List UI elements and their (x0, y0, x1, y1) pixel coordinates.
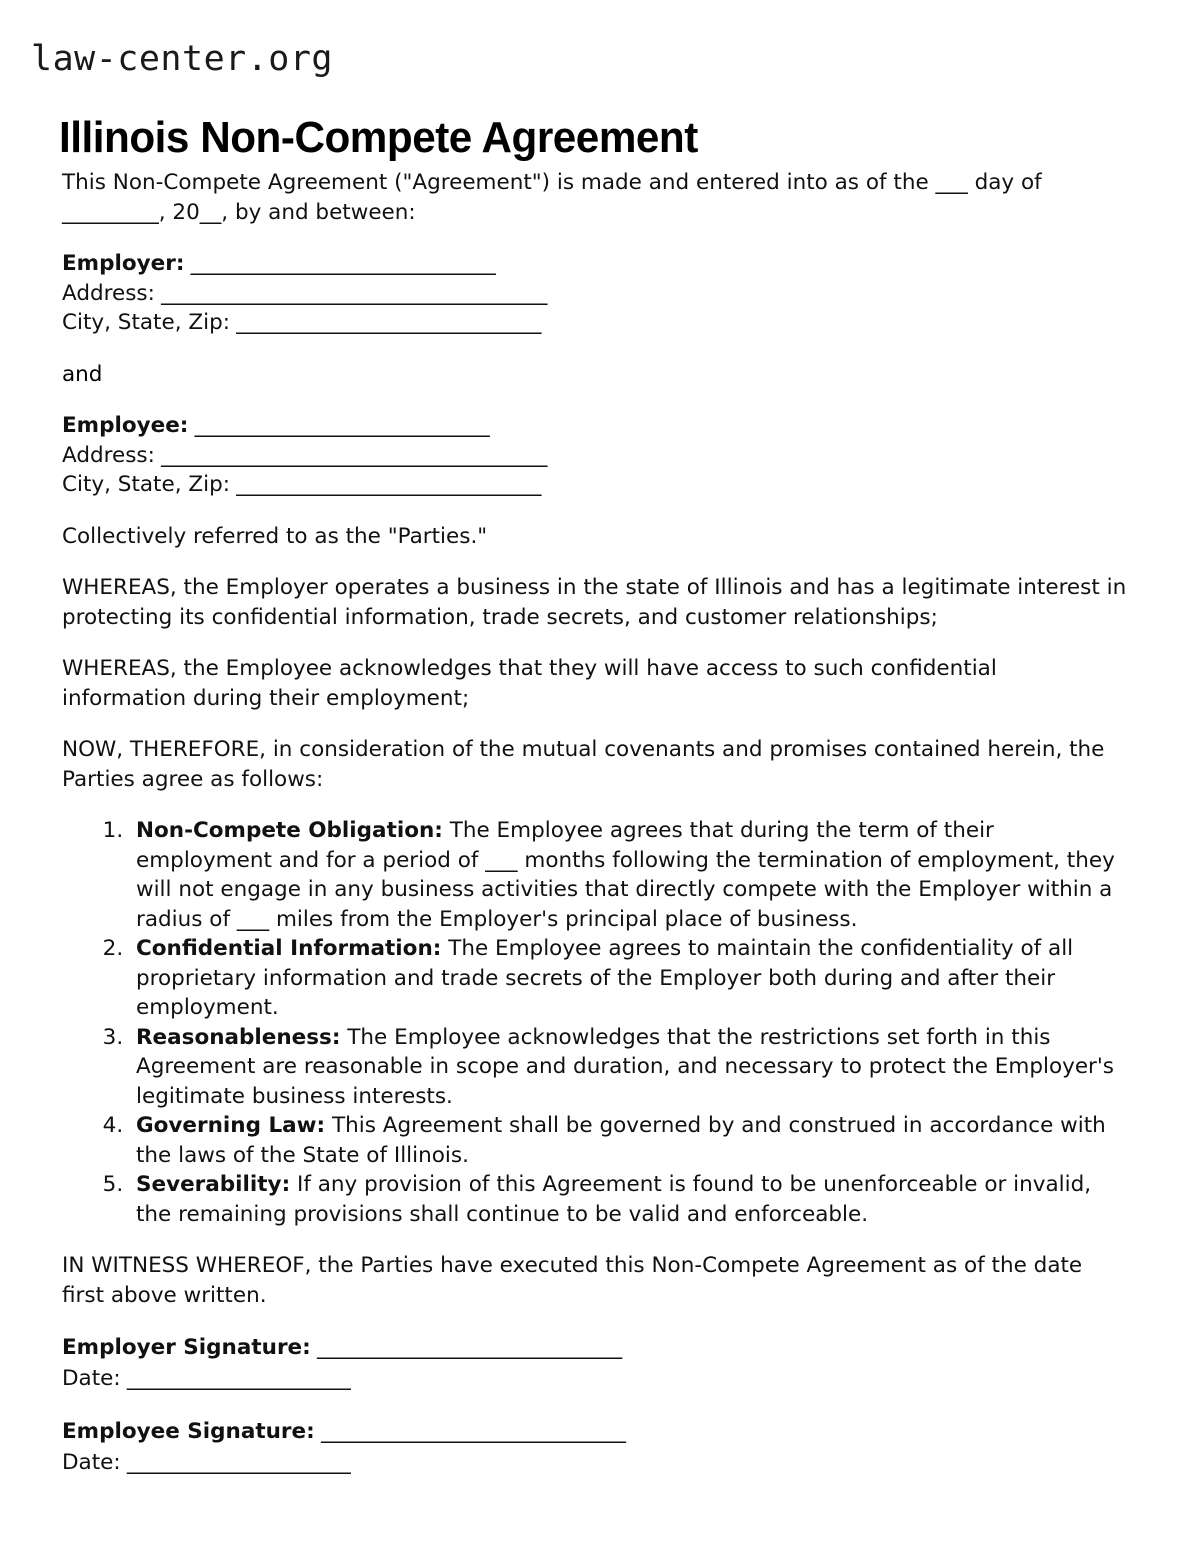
term-text: This Agreement shall be governed by and construed in accordance with the laws of the State of Illinois. (136, 1113, 1106, 1168)
term-heading: Governing Law: (136, 1113, 326, 1138)
employee-name-field[interactable]: _____________________________ (188, 413, 489, 438)
term-text: The Employee acknowledges that the restrictions set forth in this Agreement are reasonable in scope and duration, and necessary to protect the Employer's legitimate business interests. (136, 1024, 1115, 1109)
employer-date-line (62, 1363, 1127, 1394)
employer-party-block (62, 249, 1127, 338)
list-item (130, 1170, 1127, 1229)
term-heading: Confidential Information: (136, 936, 442, 961)
employer-name-label: Employer: (62, 251, 185, 276)
list-item (130, 1111, 1127, 1170)
employer-name-field[interactable]: ______________________________ (184, 251, 496, 276)
whereas-clause-1: WHEREAS, the Employer operates a business in the state of Illinois and has a legitimate interest in protecting its confidential information, trade secrets, and customer relationships; (62, 575, 1127, 630)
term-heading: Reasonableness: (136, 1024, 341, 1050)
employee-signature-block (62, 1416, 1127, 1478)
employee-name-line (62, 411, 1127, 441)
term-text: The Employee agrees to maintain the confidentiality of all proprietary information and trade secrets of the Employer both during and after their employment. (136, 936, 1074, 1020)
employee-date-line (62, 1447, 1127, 1478)
list-item (130, 1023, 1127, 1112)
employee-address-line (62, 441, 1127, 471)
employee-name-label: Employee: (62, 413, 189, 438)
term-heading: Severability: (136, 1172, 291, 1197)
whereas-clause-2: WHEREAS, the Employee acknowledges that they will have access to such confidential information during their employment; (62, 656, 997, 711)
employer-city-line (62, 308, 1127, 338)
term-text: If any provision of this Agreement is found to be unenforceable or invalid, the remaining provisions shall continue to be valid and enforceable. (136, 1172, 1092, 1227)
employer-city-label: City, State, Zip: (62, 310, 230, 335)
employee-date-field[interactable]: ______________________ (120, 1450, 351, 1475)
term-text: The Employee agrees that during the term of their employment and for a period of ___ months following the termination of employment, they will not engage in any business activities that directly compete with the Employer within a radius of ___ miles from the Employer's principal place of business. (136, 818, 1115, 932)
employer-signature-line (62, 1332, 1127, 1363)
terms-list (62, 816, 1127, 1229)
witness-paragraph: IN WITNESS WHEREOF, the Parties have executed this Non-Compete Agreement as of the date first above written. (62, 1253, 1083, 1308)
employer-address-line (62, 279, 1127, 309)
page-title: Illinois Non-Compete Agreement (59, 113, 698, 163)
employee-signature-field[interactable]: ______________________________ (314, 1419, 626, 1444)
employer-address-label: Address: (62, 280, 155, 306)
site-url: law-center.org (31, 39, 334, 79)
employer-address-field[interactable]: ______________________________________ (154, 280, 547, 306)
employer-signature-block (62, 1332, 1127, 1394)
employee-party-block (62, 411, 1127, 500)
employer-date-label: Date: (62, 1366, 121, 1391)
now-therefore-clause: NOW, THEREFORE, in consideration of the mutual covenants and promises contained herein, the Parties agree as follows: (62, 737, 1105, 792)
intro-paragraph: This Non-Compete Agreement ("Agreement") is made and entered into as of the ___ day of _________, 20__, by and between: (62, 170, 1042, 225)
employer-date-field[interactable]: ______________________ (120, 1366, 351, 1391)
employee-address-label: Address: (62, 442, 155, 468)
employer-name-line (62, 249, 1127, 279)
employee-date-label: Date: (62, 1450, 121, 1475)
list-item (130, 816, 1127, 934)
employer-signature-label: Employer Signature: (62, 1335, 311, 1360)
employee-city-field[interactable]: ______________________________ (229, 472, 541, 497)
list-item (130, 934, 1127, 1023)
employee-city-line (62, 470, 1127, 500)
employer-signature-field[interactable]: ______________________________ (310, 1335, 622, 1360)
employer-city-field[interactable]: ______________________________ (229, 310, 541, 335)
conjunction-and: and (62, 361, 103, 387)
employee-address-field[interactable]: ______________________________________ (154, 442, 547, 468)
term-heading: Non-Compete Obligation: (136, 818, 443, 843)
document-body (62, 168, 1127, 1500)
employee-signature-label: Employee Signature: (62, 1419, 315, 1444)
parties-definition: Collectively referred to as the "Parties." (62, 523, 488, 549)
employee-signature-line (62, 1416, 1127, 1447)
employee-city-label: City, State, Zip: (62, 472, 230, 497)
